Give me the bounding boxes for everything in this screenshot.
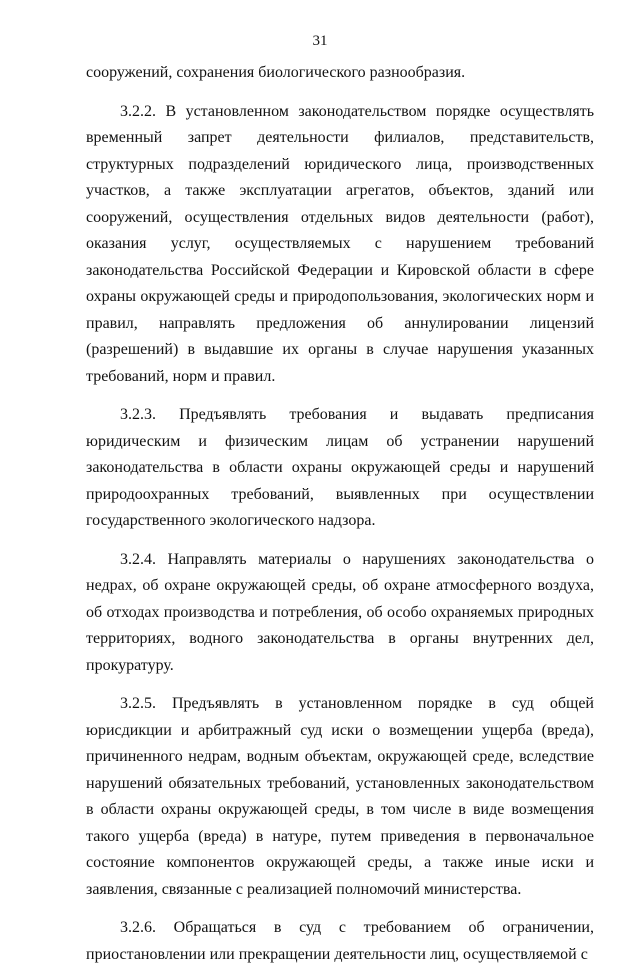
document-body (86, 60, 594, 968)
paragraph-3-2-5: 3.2.5. Предъявлять в установленном порядке в суд общей юрисдикции и арбитражный суд иски о возмещении ущерба (вреда), причиненного недрам, водным объектам, окружающей среде, вследствие нарушений обязательных требований, установленных законодательством в области охраны окружающей среды, в том числе в виде возмещения такого ущерба (вреда) в натуре, путем приведения в первоначальное состояние компонентов окружающей среды, а также иные иски и заявления, связанные с реализацией полномочий министерства. (86, 695, 594, 898)
paragraph-3-2-6: 3.2.6. Обращаться в суд с требованием об ограничении, приостановлении или прекращении деятельности лиц, осуществляемой с (86, 919, 594, 963)
paragraph-continuation: сооружений, сохранения биологического разнообразия. (86, 64, 466, 81)
page-number: 31 (312, 33, 328, 49)
paragraph-3-2-2: 3.2.2. В установленном законодательством порядке осуществлять временный запрет деятельности филиалов, представительств, структурных подразделений юридического лица, производственных участков, а также эксплуатации агрегатов, объектов, зданий или сооружений, осуществления отдельных видов деятельности (работ), оказания услуг, осуществляемых с нарушением требований законодательства Российской Федерации и Кировской области в сфере охраны окружающей среды и природопользования, экологических норм и правил, направлять предложения об аннулировании лицензий (разрешений) в выдавшие их органы в случае нарушения указанных требований, норм и правил. (86, 102, 594, 385)
paragraph-3-2-4: 3.2.4. Направлять материалы о нарушениях законодательства о недрах, об охране окружающей среды, об охране атмосферного воздуха, об отходах производства и потребления, об особо охраняемых природных территориях, водного законодательства в органы внутренних дел, прокуратуру. (86, 550, 594, 674)
paragraph-3-2-3: 3.2.3. Предъявлять требования и выдавать предписания юридическим и физическим лицам об устранении нарушений законодательства в области охраны окружающей среды и нарушений природоохранных требований, выявленных при осуществлении государственного экологического надзора. (86, 406, 594, 529)
